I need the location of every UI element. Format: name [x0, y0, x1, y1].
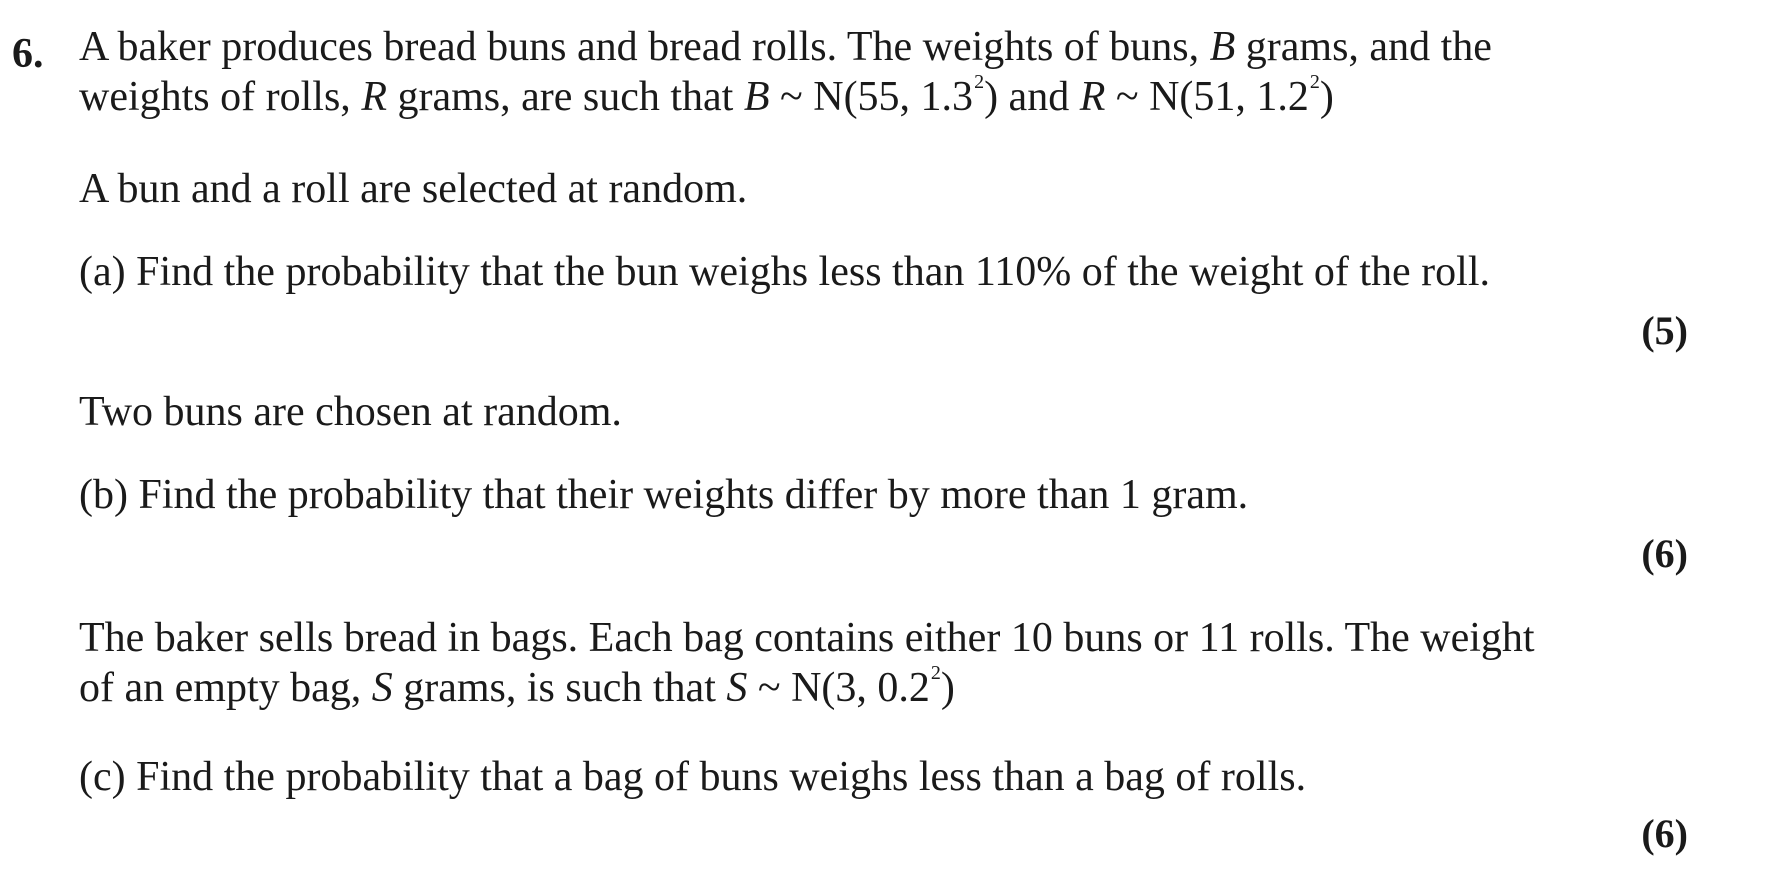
statement-c-line-2	[79, 663, 955, 720]
dist-b-post: ) and	[984, 74, 1080, 120]
statement-c-text: of an empty bag,	[79, 665, 372, 711]
intro-text-2: weights of rolls,	[79, 74, 362, 120]
part-b-text: (b) Find the probability that their weights differ by more than 1 gram.	[79, 472, 1249, 518]
part-c-text: (c) Find the probability that a bag of buns weighs less than a bag of rolls.	[79, 754, 1307, 800]
variable-b: B	[1209, 24, 1236, 70]
intro-line-2	[79, 72, 1334, 129]
dist-r-pre: ~ N(51, 1.2	[1105, 74, 1309, 120]
part-a-marks: (5)	[1641, 308, 1688, 353]
statement-c-line-1: The baker sells bread in bags. Each bag contains either 10 buns or 11 rolls. The weight	[79, 615, 1535, 661]
intro-line-1	[79, 22, 1492, 72]
part-c-marks: (6)	[1641, 811, 1688, 856]
intro-text-2-mid: grams, are such that	[386, 74, 744, 120]
statement-c-mid: grams, is such that	[392, 665, 727, 711]
variable-s-dist: S	[726, 665, 748, 711]
part-b-marks: (6)	[1641, 531, 1688, 576]
question-number: 6.	[12, 31, 44, 77]
intro-text-1-end: grams, and the	[1235, 24, 1492, 70]
statement-b: Two buns are chosen at random.	[79, 389, 622, 435]
intro-text-1: A baker produces bread buns and bread rolls. The weights of buns,	[79, 24, 1210, 70]
variable-s: S	[371, 665, 393, 711]
statement-a: A bun and a roll are selected at random.	[79, 166, 748, 212]
dist-b-exponent: 2	[974, 71, 985, 93]
dist-s-exponent: 2	[930, 662, 941, 684]
dist-s-post: )	[940, 665, 955, 711]
variable-b-dist: B	[743, 74, 770, 120]
dist-r-post: )	[1319, 74, 1334, 120]
part-a-text: (a) Find the probability that the bun weighs less than 110% of the weight of the roll.	[79, 249, 1490, 295]
variable-r: R	[361, 74, 387, 120]
variable-r-dist: R	[1079, 74, 1106, 120]
dist-s-pre: ~ N(3, 0.2	[747, 665, 930, 711]
dist-r-exponent: 2	[1309, 71, 1320, 93]
dist-b-pre: ~ N(55, 1.3	[769, 74, 974, 120]
